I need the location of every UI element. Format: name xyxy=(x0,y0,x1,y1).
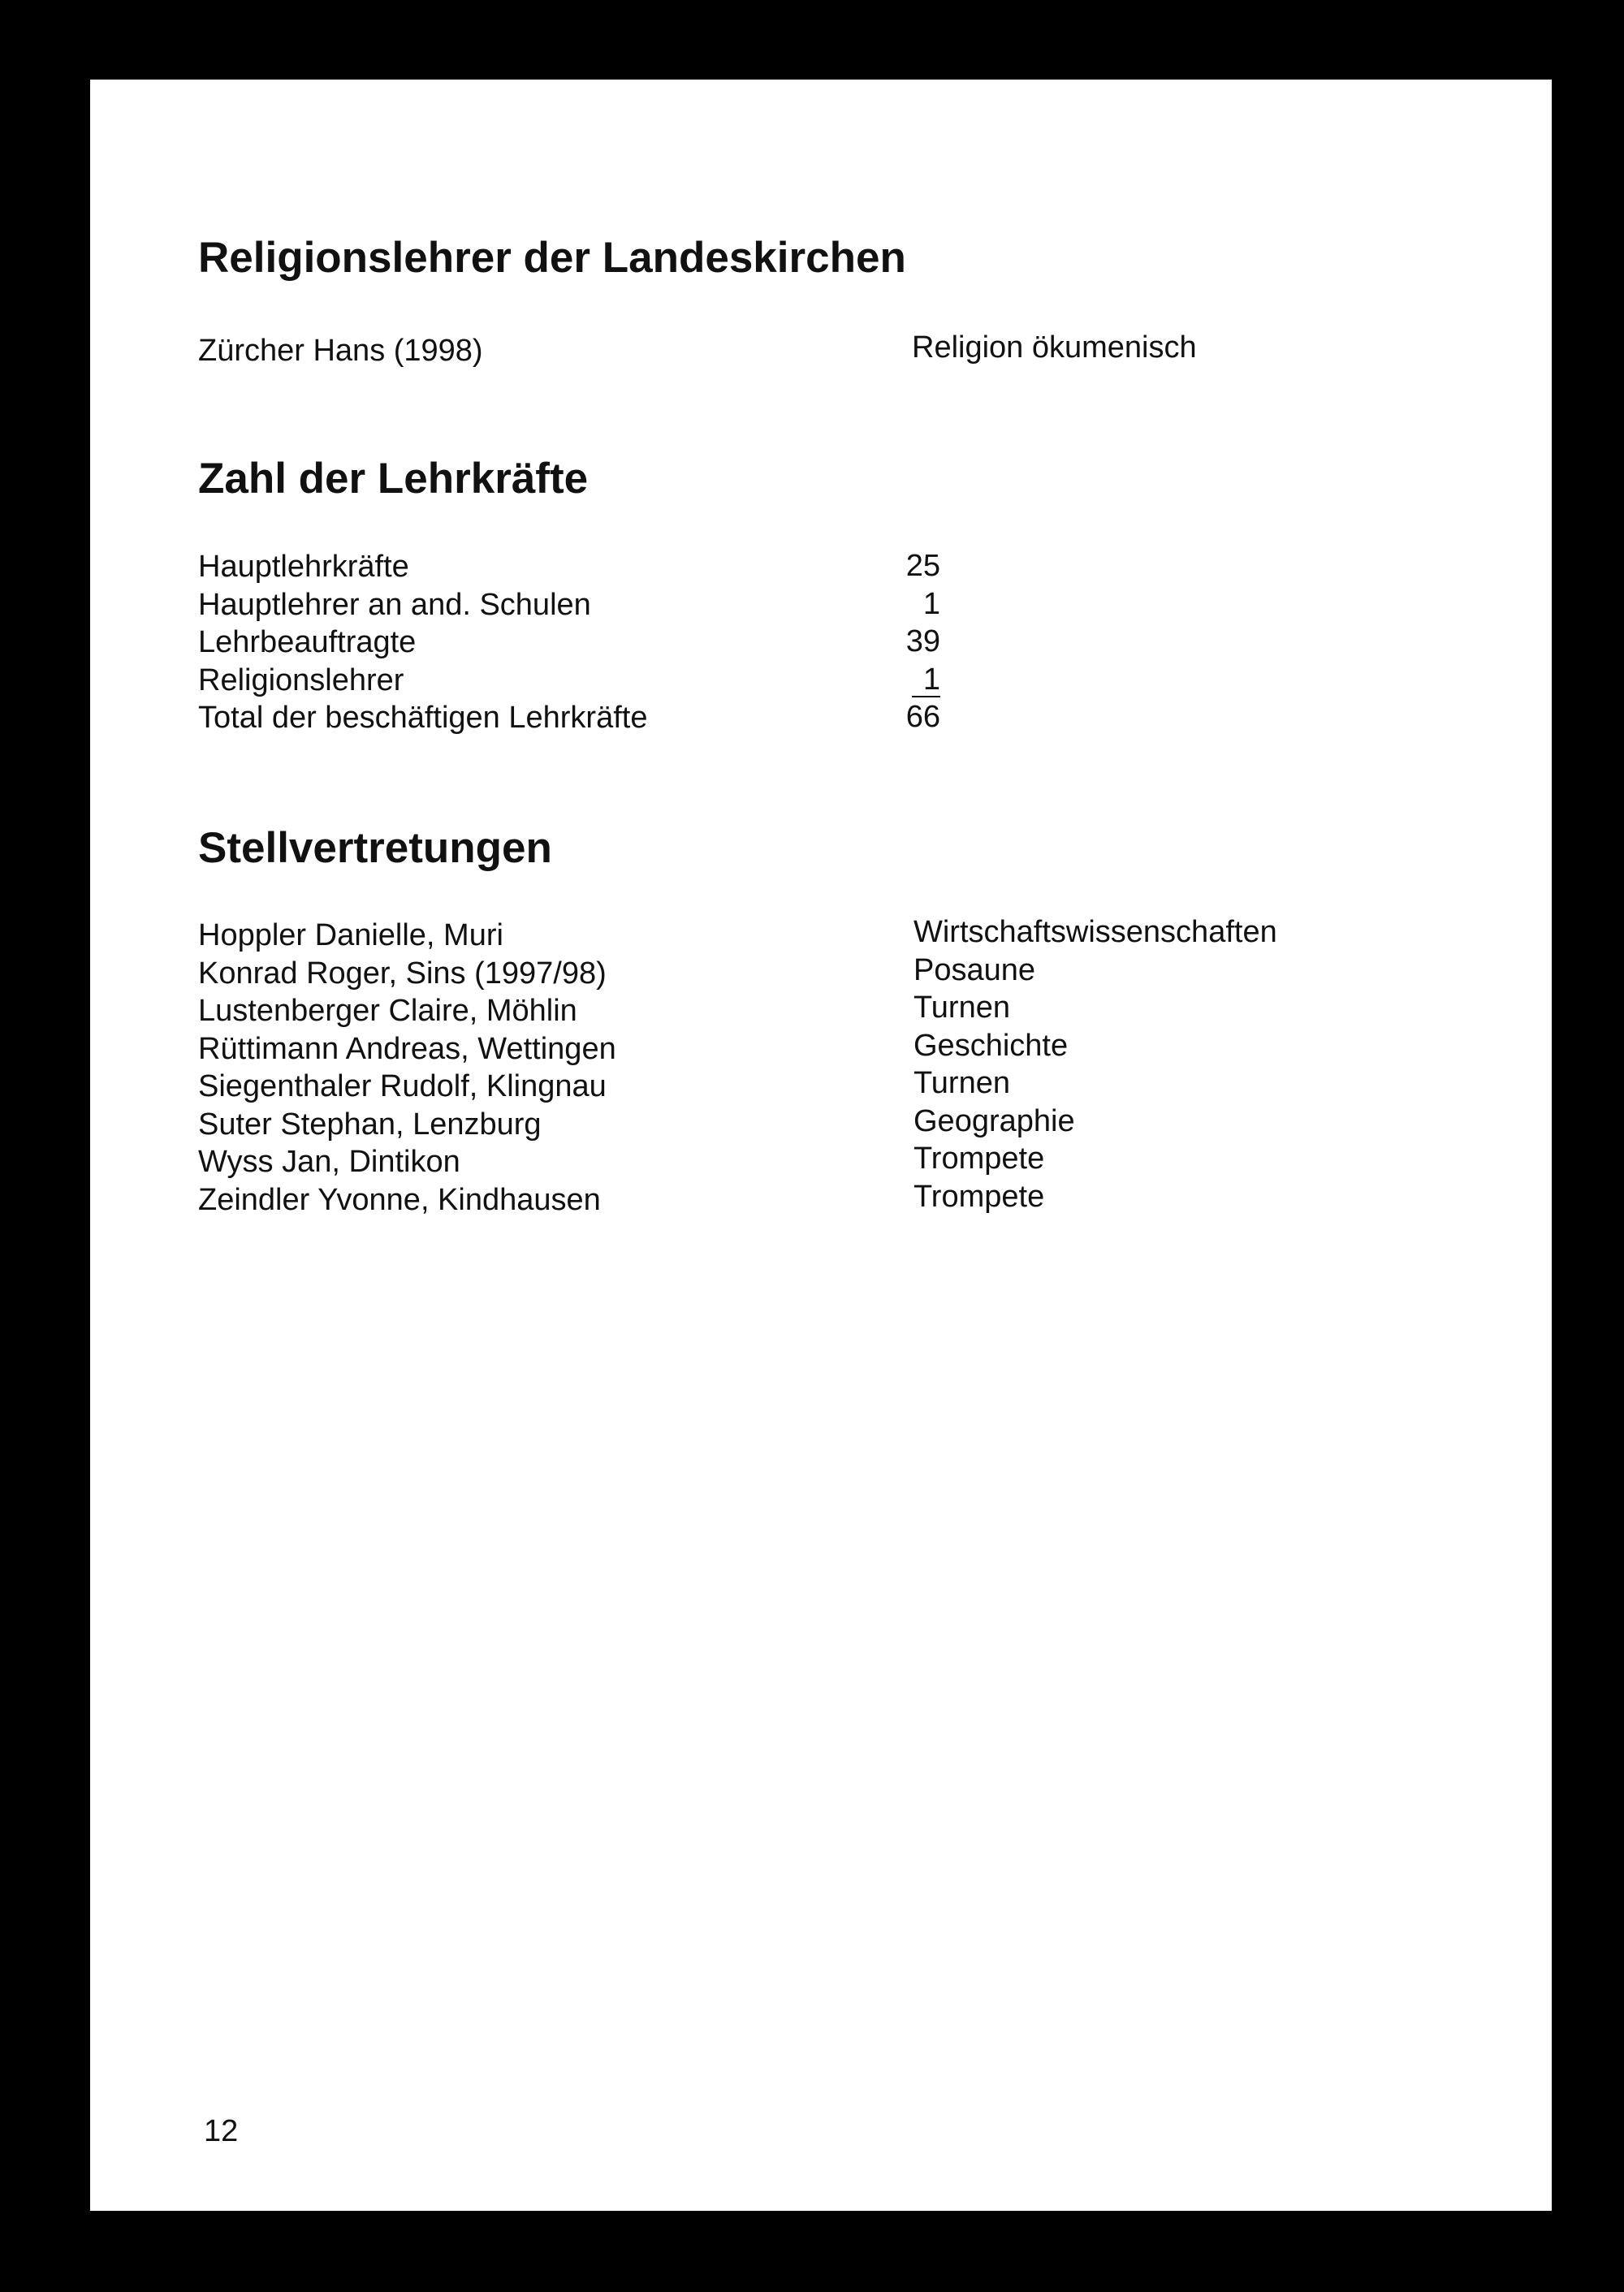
substitute-subject: Turnen xyxy=(914,1066,1010,1100)
section-heading-substitutes: Stellvertretungen xyxy=(198,824,552,872)
teacher-count-label: Lehrbeauftragte xyxy=(198,625,417,659)
substitute-names xyxy=(198,917,864,1219)
substitute-name: Siegenthaler Rudolf, Klingnau xyxy=(198,1069,607,1103)
religion-teacher-name: Zürcher Hans (1998) xyxy=(198,334,483,368)
teacher-count-labels xyxy=(198,548,767,737)
teacher-count-value-row xyxy=(902,661,940,699)
substitute-name: Lustenberger Claire, Möhlin xyxy=(198,994,577,1028)
substitute-subject: Wirtschaftswissenschaften xyxy=(914,915,1277,949)
substitute-name: Zeindler Yvonne, Kindhausen xyxy=(198,1182,601,1217)
teacher-count-total-value: 66 xyxy=(905,700,940,734)
teacher-count-value: 1 xyxy=(922,586,940,621)
document-page xyxy=(90,80,1552,2211)
teacher-count-label: Hauptlehrkräfte xyxy=(198,550,409,584)
teacher-count-value: 25 xyxy=(905,549,940,583)
substitute-name: Rüttimann Andreas, Wettingen xyxy=(198,1031,616,1066)
teacher-count-total-label: Total der beschäftigen Lehrkräfte xyxy=(198,701,648,735)
substitute-subject: Geschichte xyxy=(914,1028,1069,1063)
substitute-subject: Trompete xyxy=(914,1179,1045,1214)
teacher-count-label: Religionslehrer xyxy=(198,663,404,697)
substitute-subject: Geographie xyxy=(914,1103,1075,1138)
substitute-name: Hoppler Danielle, Muri xyxy=(198,918,503,952)
substitute-subject: Posaune xyxy=(914,952,1036,987)
teacher-count-values xyxy=(902,547,940,736)
teacher-count-label: Hauptlehrer an and. Schulen xyxy=(198,587,591,622)
substitute-subject: Trompete xyxy=(914,1142,1045,1176)
teacher-count-value: 39 xyxy=(905,624,940,658)
religion-teacher-subject: Religion ökumenisch xyxy=(912,330,1197,365)
substitute-name: Konrad Roger, Sins (1997/98) xyxy=(198,956,607,991)
teacher-count-value-underlined: 1 xyxy=(912,663,940,697)
substitute-subject: Turnen xyxy=(914,991,1010,1025)
substitute-subjects xyxy=(914,913,1482,1215)
substitute-name: Wyss Jan, Dintikon xyxy=(198,1145,460,1179)
section-heading-teacher-count: Zahl der Lehrkräfte xyxy=(198,455,589,503)
page-number: 12 xyxy=(204,2114,239,2148)
section-heading-religion: Religionslehrer der Landeskirchen xyxy=(198,234,906,282)
substitute-name: Suter Stephan, Lenzburg xyxy=(198,1107,542,1142)
